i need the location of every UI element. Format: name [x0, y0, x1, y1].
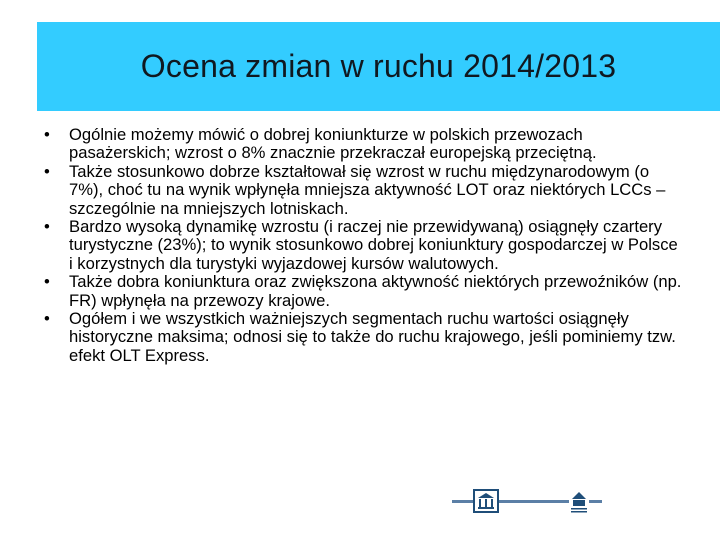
bullet-text: Ogółem i we wszystkich ważniejszych segmentach ruchu wartości osiągnęły historyczne maksima; odnosi się to także do ruchu krajowego, jeśli pominiemy tzw. efekt OLT Express. [69, 309, 676, 365]
bullet-text: Także dobra koniunktura oraz zwiększona aktywność niektórych przewoźników (np. FR) wpłynęła na przewozy krajowe. [69, 272, 682, 310]
footer-logos [452, 488, 602, 518]
bullet-item [44, 218, 684, 273]
bullet-item [44, 310, 684, 365]
bullet-text: Bardzo wysoką dynamikę wzrostu (i raczej nie przewidywaną) osiągnęły czartery turystyczne (23%); to wynik stosunkowo dobrej koniunktury gospodarczej w Polsce i korzystnych dla turystyki wyjazdowej kursów walutowych. [69, 217, 678, 273]
university-building-icon [472, 488, 500, 514]
bullet-marker: • [44, 309, 50, 329]
bullet-list [44, 126, 684, 365]
slide-title: Ocena zmian w ruchu 2014/2013 [140, 48, 617, 84]
bullet-marker: • [44, 161, 50, 181]
bullet-item [44, 273, 684, 310]
bullet-text: Ogólnie możemy mówić o dobrej koniunkturze w polskich przewozach pasażerskich; wzrost o 8% znacznie przekraczał europejską przeciętną. [69, 125, 597, 163]
bullet-text: Także stosunkowo dobrze kształtował się wzrost w ruchu międzynarodowym (o 7%), choć tu na wynik wpłynęła mniejsza aktywność LOT oraz niektórych LCCs – szczególnie na mniejszych lotniskach. [69, 161, 666, 218]
bullet-marker: • [44, 125, 50, 144]
bullet-marker: • [44, 217, 50, 237]
bullet-marker: • [44, 272, 50, 292]
bullet-item [44, 163, 684, 218]
title-band [37, 22, 720, 111]
institute-logo-icon [568, 488, 590, 516]
bullet-item [44, 126, 684, 163]
